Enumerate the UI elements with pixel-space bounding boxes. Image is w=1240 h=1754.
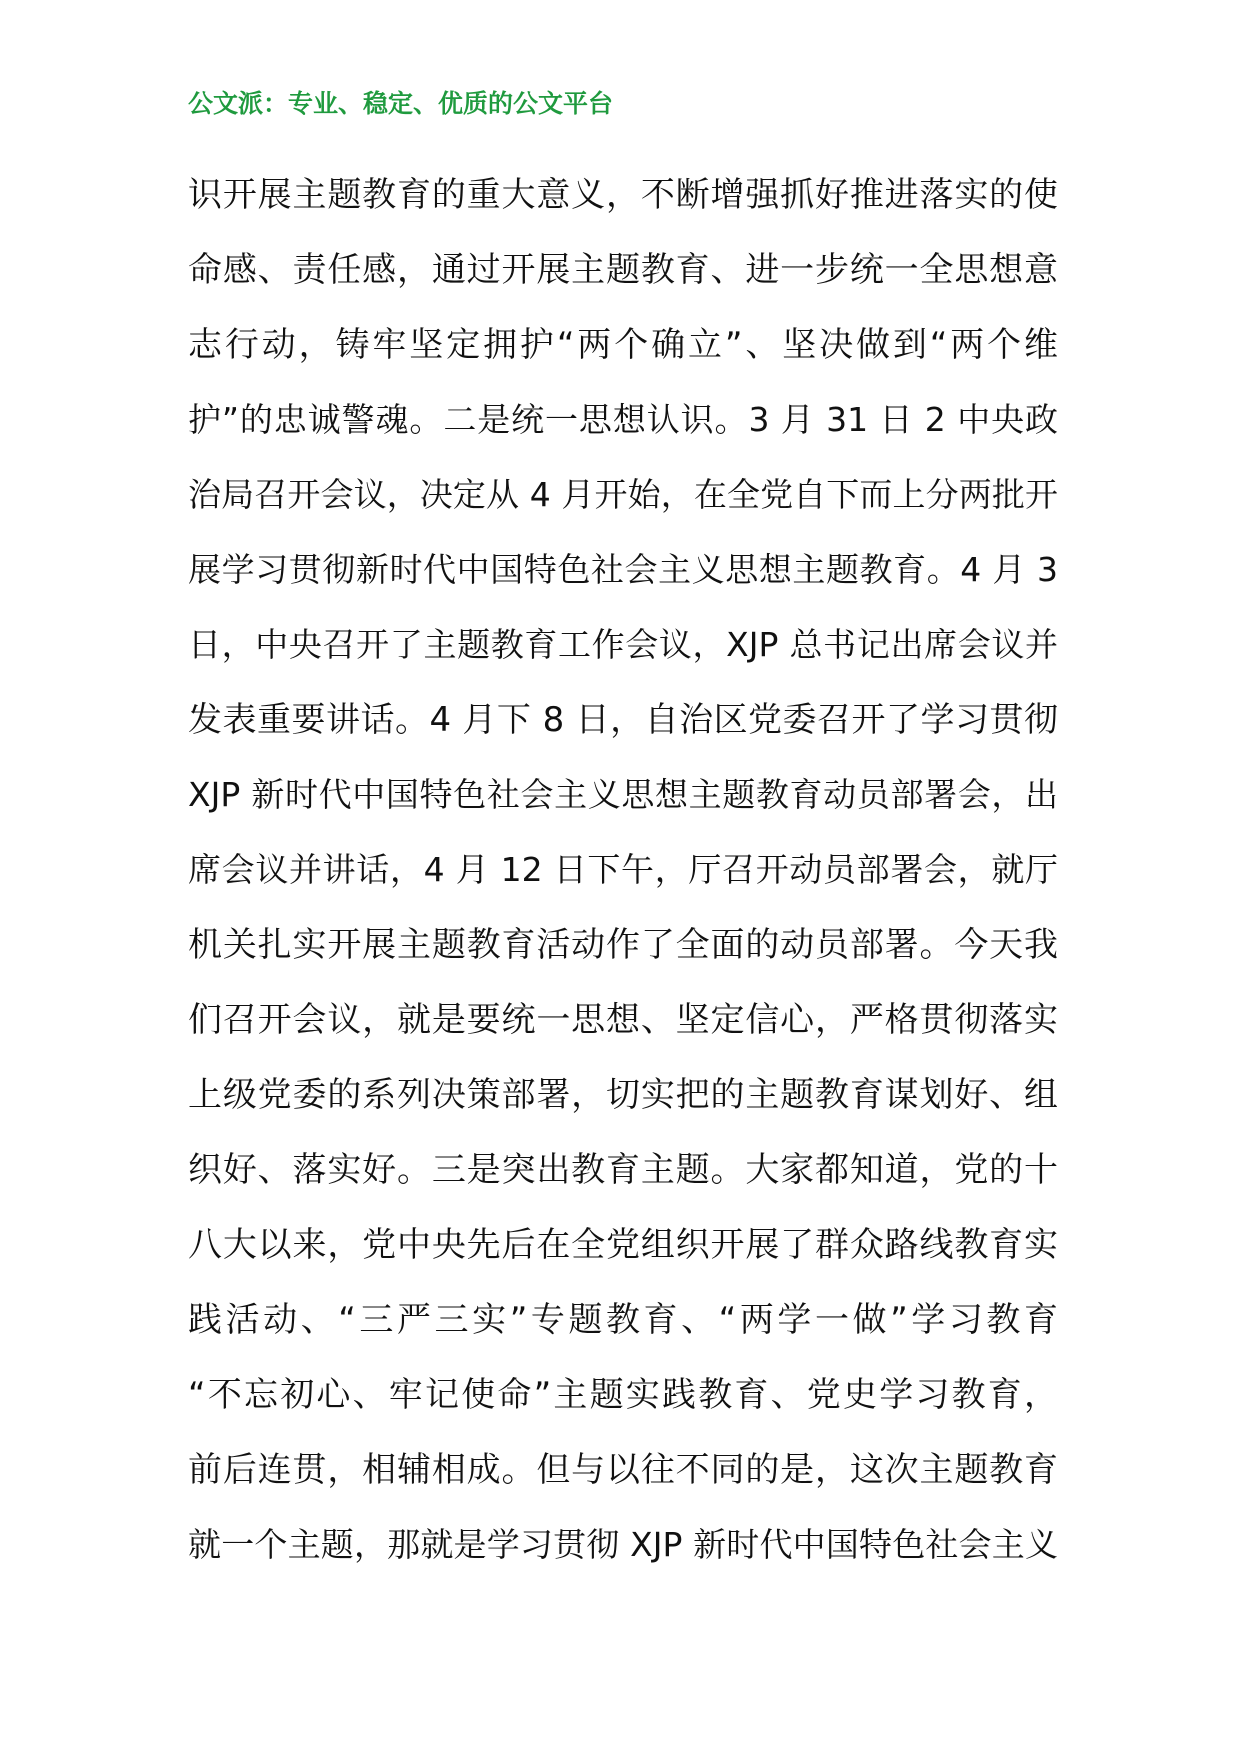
body-line: XJP 新时代中国特色社会主义思想主题教育动员部署会，出 [188, 775, 1058, 814]
body-line: 展学习贯彻新时代中国特色社会主义思想主题教育。4 月 3 [188, 550, 1058, 589]
body-line: 识开展主题教育的重大意义，不断增强抓好推进落实的使 [188, 175, 1058, 215]
page-header: 公文派：专业、稳定、优质的公文平台 [188, 89, 614, 118]
body-line: 治局召开会议，决定从 4 月开始，在全党自下而上分两批开 [188, 475, 1058, 514]
body-line: “不忘初心、牢记使命”主题实践教育、党史学习教育， [188, 1375, 1058, 1415]
body-line: 八大以来，党中央先后在全党组织开展了群众路线教育实 [188, 1225, 1058, 1265]
body-line: 护”的忠诚警魂。二是统一思想认识。3 月 31 日 2 中央政 [188, 400, 1058, 439]
body-line: 上级党委的系列决策部署，切实把的主题教育谋划好、组 [188, 1075, 1058, 1115]
body-line: 命感、责任感，通过开展主题教育、进一步统一全思想意 [188, 250, 1058, 290]
body-line: 就一个主题，那就是学习贯彻 XJP 新时代中国特色社会主义 [188, 1525, 1058, 1564]
body-line: 机关扎实开展主题教育活动作了全面的动员部署。今天我 [188, 925, 1058, 965]
body-line: 志行动，铸牢坚定拥护“两个确立”、坚决做到“两个维 [188, 325, 1058, 365]
body-line: 日，中央召开了主题教育工作会议，XJP 总书记出席会议并 [188, 625, 1058, 664]
body-line: 织好、落实好。三是突出教育主题。大家都知道，党的十 [188, 1150, 1058, 1190]
body-line: 发表重要讲话。4 月下 8 日，自治区党委召开了学习贯彻 [188, 700, 1058, 740]
body-line: 践活动、“三严三实”专题教育、“两学一做”学习教育 [188, 1300, 1058, 1340]
body-line: 前后连贯，相辅相成。但与以往不同的是，这次主题教育 [188, 1450, 1058, 1490]
document-body [188, 167, 1058, 1592]
body-line: 们召开会议，就是要统一思想、坚定信心，严格贯彻落实 [188, 1000, 1058, 1040]
body-line: 席会议并讲话，4 月 12 日下午，厅召开动员部署会，就厅 [188, 850, 1058, 889]
